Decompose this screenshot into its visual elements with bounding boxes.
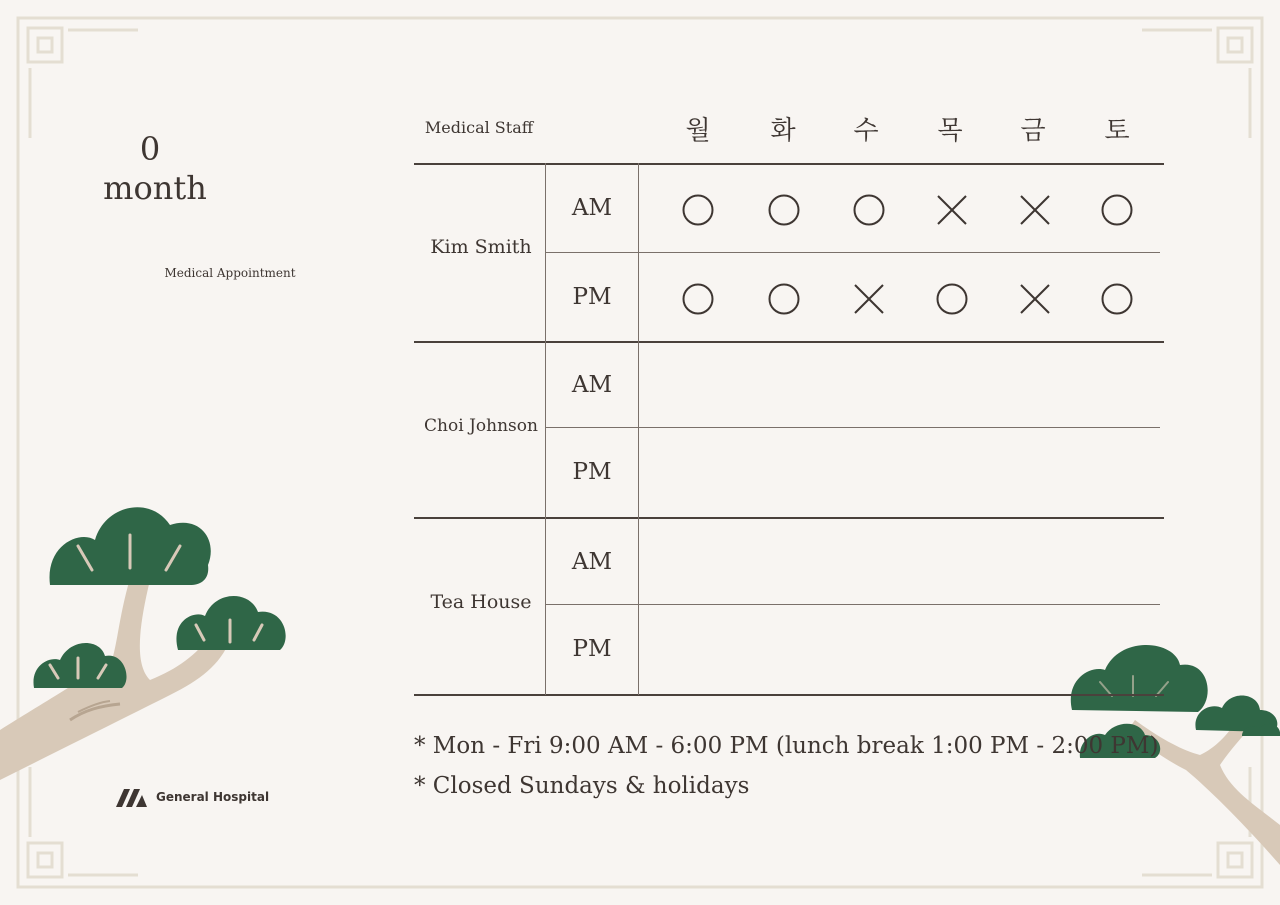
day-header-wed: 수: [853, 116, 879, 146]
closed-note: * Closed Sundays & holidays: [414, 773, 750, 799]
available-circle-icon: [1103, 285, 1132, 314]
shift-label-pm: PM: [572, 284, 612, 310]
day-header-tue: 화: [770, 116, 796, 146]
shift-label-pm: PM: [572, 459, 612, 485]
shift-label-am: AM: [571, 549, 613, 575]
unavailable-x-icon: [1021, 285, 1049, 313]
day-header-fri: 금: [1020, 116, 1046, 146]
unavailable-x-icon: [1021, 196, 1049, 224]
page-subtitle: Medical Appointment: [164, 266, 296, 280]
staff-name: Choi Johnson: [424, 416, 538, 436]
available-circle-icon: [1103, 196, 1132, 225]
shift-label-am: AM: [571, 372, 613, 398]
staff-name: Kim Smith: [430, 236, 532, 258]
day-header-thu: 목: [937, 116, 963, 146]
medical-staff-header: Medical Staff: [424, 118, 534, 137]
available-circle-icon: [770, 196, 799, 225]
available-circle-icon: [855, 196, 884, 225]
day-header-mon: 월: [685, 116, 711, 146]
month-number: 0: [139, 130, 161, 168]
shift-label-pm: PM: [572, 636, 612, 662]
hours-note: * Mon - Fri 9:00 AM - 6:00 PM (lunch break 1:00 PM - 2:00 PM): [414, 733, 1159, 759]
day-header-sat: 토: [1104, 116, 1130, 146]
available-circle-icon: [684, 196, 713, 225]
unavailable-x-icon: [938, 196, 966, 224]
available-circle-icon: [938, 285, 967, 314]
available-circle-icon: [684, 285, 713, 314]
staff-name: Tea House: [430, 591, 532, 613]
month-label: month: [103, 169, 207, 207]
hospital-name: General Hospital: [156, 790, 270, 804]
shift-label-am: AM: [571, 195, 613, 221]
available-circle-icon: [770, 285, 799, 314]
unavailable-x-icon: [855, 285, 883, 313]
